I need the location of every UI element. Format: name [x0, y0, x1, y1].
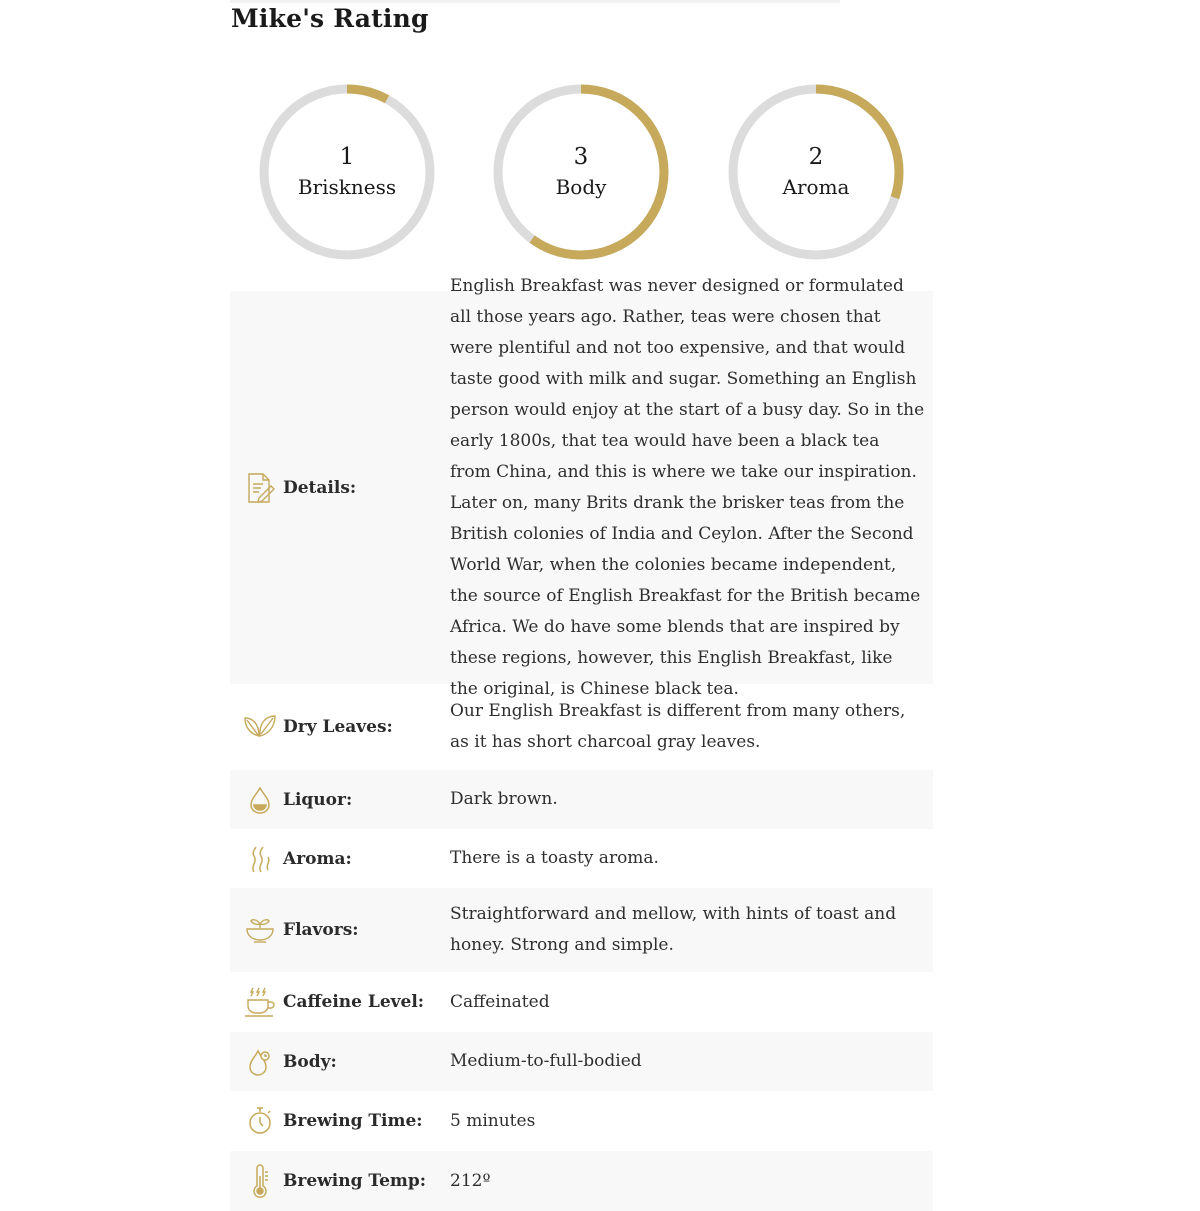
detail-label: Dry Leaves: — [283, 717, 393, 737]
detail-value: 5 minutes — [450, 1110, 536, 1131]
rating-value: 3 — [573, 144, 589, 170]
detail-value: English Breakfast was never designed or formulated all those years ago. Rather, teas were chosen that were plentiful and not too expensive, and that would taste good with milk and sugar. Something an English person would enjoy at the start of a busy day. So in the early 1800s, that tea would have been a black tea from China, and this is where we take our inspiration. Later on, many Brits drank the brisker teas from the British colonies of India and Ceylon. After the Second World War, when the colonies became independent, the source of English Breakfast for the British became Africa. We do have some blends that are inspired by these regions, however, this English Breakfast, like the original, is Chinese black tea. — [450, 275, 925, 699]
rating-label: Aroma — [782, 175, 850, 199]
document-pencil-icon — [242, 470, 278, 506]
detail-row-caffeine — [230, 972, 933, 1032]
detail-value: Straightforward and mellow, with hints of toast and honey. Strong and simple. — [450, 904, 897, 955]
detail-label: Body: — [283, 1051, 337, 1072]
rating-label: Briskness — [297, 175, 397, 199]
rating-ring-briskness — [258, 83, 436, 261]
detail-value: Dark brown. — [450, 789, 558, 809]
body-drop-icon — [242, 1044, 278, 1080]
top-divider — [230, 0, 840, 3]
droplet-icon — [242, 782, 278, 818]
detail-value: 212º — [450, 1170, 491, 1191]
detail-row-aroma — [230, 829, 933, 888]
rating-value: 1 — [339, 144, 355, 170]
rating-title: Mike's Rating — [231, 4, 429, 33]
aroma-wave-icon — [242, 841, 278, 877]
detail-value: Medium-to-full-bodied — [450, 1051, 642, 1071]
rating-label: Body — [555, 175, 607, 199]
rating-value: 2 — [808, 144, 824, 170]
detail-row-details — [230, 275, 933, 699]
detail-label: Brewing Temp: — [283, 1171, 427, 1191]
detail-value: There is a toasty aroma. — [450, 848, 659, 868]
detail-row-brewing-time — [230, 1091, 933, 1151]
thermometer-icon — [242, 1163, 278, 1199]
detail-label: Aroma: — [283, 848, 352, 869]
detail-row-flavors — [230, 888, 933, 972]
detail-row-brewing-temp — [230, 1151, 933, 1211]
tea-details-table — [230, 275, 933, 1211]
detail-value: Caffeinated — [450, 991, 550, 1012]
detail-label: Details: — [283, 477, 357, 498]
detail-row-dry-leaves — [230, 684, 933, 770]
detail-label: Brewing Time: — [283, 1111, 423, 1131]
detail-label: Liquor: — [283, 789, 353, 810]
stopwatch-icon — [242, 1103, 278, 1139]
leaves-icon — [242, 709, 278, 745]
detail-row-body — [230, 1032, 933, 1091]
rating-ring-body — [492, 83, 670, 261]
detail-value: Our English Breakfast is different from many others, as it has short charcoal gray leaves. — [450, 701, 906, 752]
detail-label: Caffeine Level: — [283, 992, 425, 1012]
rating-ring-aroma — [727, 83, 905, 261]
detail-row-liquor — [230, 770, 933, 829]
hot-cup-icon — [242, 984, 278, 1020]
bowl-sprout-icon — [242, 912, 278, 948]
detail-label: Flavors: — [283, 920, 359, 940]
